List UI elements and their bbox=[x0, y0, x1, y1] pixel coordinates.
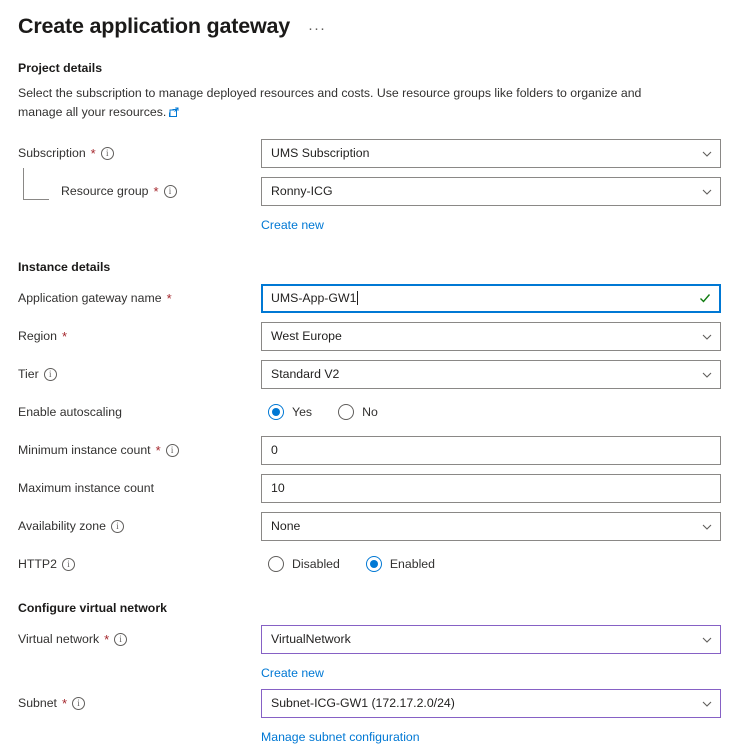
field-row-region bbox=[18, 321, 726, 351]
radio-dot-selected bbox=[366, 556, 382, 572]
chevron-down-icon bbox=[702, 369, 712, 379]
subscription-value: UMS Subscription bbox=[271, 146, 370, 161]
availability-zone-dropdown[interactable] bbox=[261, 512, 721, 541]
region-dropdown[interactable] bbox=[261, 322, 721, 351]
label-tier-text: Tier bbox=[18, 367, 39, 382]
label-min-instance-count bbox=[18, 443, 261, 457]
page-title: Create application gateway bbox=[18, 14, 291, 38]
required-asterisk: * bbox=[166, 290, 172, 306]
control-virtual-network bbox=[261, 625, 721, 654]
gateway-name-input[interactable] bbox=[261, 284, 721, 313]
label-gateway-name-text: Application gateway name bbox=[18, 291, 162, 306]
min-instance-count-value: 0 bbox=[271, 443, 278, 458]
required-asterisk: * bbox=[61, 328, 68, 344]
subnet-value: Subnet-ICG-GW1 (172.17.2.0/24) bbox=[271, 696, 455, 711]
gateway-name-value: UMS-App-GW1 bbox=[271, 291, 357, 306]
radio-dot bbox=[338, 404, 354, 420]
resource-group-value: Ronny-ICG bbox=[271, 184, 333, 199]
subscription-dropdown[interactable] bbox=[261, 139, 721, 168]
radio-dot-selected bbox=[268, 404, 284, 420]
chevron-down-icon bbox=[702, 331, 712, 341]
field-row-tier bbox=[18, 359, 726, 389]
resource-group-dropdown[interactable] bbox=[261, 177, 721, 206]
field-row-subnet bbox=[18, 688, 726, 718]
required-asterisk: * bbox=[61, 695, 68, 711]
region-value: West Europe bbox=[271, 329, 342, 344]
label-subscription bbox=[18, 146, 261, 160]
max-instance-count-input[interactable] bbox=[261, 474, 721, 503]
link-row-create-new-resource-group bbox=[18, 214, 726, 234]
label-min-instance-count-text: Minimum instance count bbox=[18, 443, 151, 458]
control-autoscaling bbox=[261, 398, 721, 427]
radio-dot bbox=[268, 556, 284, 572]
more-options-button[interactable]: ··· bbox=[308, 20, 327, 37]
chevron-down-icon bbox=[702, 521, 712, 531]
field-row-subscription bbox=[18, 138, 726, 168]
external-link-icon[interactable] bbox=[169, 107, 179, 117]
section-heading-project-details: Project details bbox=[18, 61, 103, 75]
info-icon-subscription[interactable]: i bbox=[101, 147, 114, 160]
info-icon-min-instance-count[interactable]: i bbox=[166, 444, 179, 457]
field-row-virtual-network bbox=[18, 624, 726, 654]
label-autoscaling-text: Enable autoscaling bbox=[18, 405, 122, 420]
section-heading-virtual-network: Configure virtual network bbox=[18, 601, 167, 616]
virtual-network-value: VirtualNetwork bbox=[271, 632, 351, 647]
label-max-instance-count bbox=[18, 481, 261, 495]
spacer bbox=[18, 662, 261, 682]
validation-check-icon bbox=[699, 292, 711, 304]
required-asterisk: * bbox=[153, 183, 159, 199]
autoscaling-radio-group bbox=[261, 398, 721, 427]
chevron-down-icon bbox=[702, 186, 712, 196]
autoscaling-option-yes-label: Yes bbox=[292, 405, 313, 420]
control-resource-group bbox=[261, 177, 721, 206]
create-new-virtual-network-link[interactable]: Create new bbox=[261, 666, 324, 681]
max-instance-count-value: 10 bbox=[271, 481, 285, 496]
section-description-project-details bbox=[18, 84, 678, 122]
label-http2 bbox=[18, 557, 261, 571]
manage-subnet-configuration-link[interactable]: Manage subnet configuration bbox=[261, 730, 420, 745]
http2-option-disabled[interactable] bbox=[268, 556, 340, 572]
title-row bbox=[18, 14, 726, 39]
required-asterisk: * bbox=[155, 442, 161, 458]
virtual-network-dropdown[interactable] bbox=[261, 625, 721, 654]
label-tier bbox=[18, 367, 261, 381]
control-max-instance-count bbox=[261, 474, 721, 503]
label-subnet bbox=[18, 696, 261, 710]
info-icon-virtual-network[interactable]: i bbox=[114, 633, 127, 646]
autoscaling-option-no[interactable] bbox=[338, 404, 378, 420]
label-virtual-network bbox=[18, 632, 261, 646]
http2-option-enabled-label: Enabled bbox=[389, 557, 435, 572]
tier-value: Standard V2 bbox=[271, 367, 340, 382]
label-resource-group-text: Resource group bbox=[61, 184, 149, 199]
chevron-down-icon bbox=[702, 698, 712, 708]
info-icon-resource-group[interactable]: i bbox=[164, 185, 177, 198]
control-tier bbox=[261, 360, 721, 389]
control-availability-zone bbox=[261, 512, 721, 541]
label-virtual-network-text: Virtual network bbox=[18, 632, 100, 647]
label-autoscaling bbox=[18, 405, 261, 419]
chevron-down-icon bbox=[702, 634, 712, 644]
text-caret bbox=[357, 291, 358, 305]
info-icon-subnet[interactable]: i bbox=[72, 697, 85, 710]
label-gateway-name bbox=[18, 291, 261, 305]
autoscaling-option-no-label: No bbox=[362, 405, 378, 420]
info-icon-http2[interactable]: i bbox=[62, 558, 75, 571]
control-gateway-name bbox=[261, 284, 721, 313]
http2-option-disabled-label: Disabled bbox=[292, 557, 340, 572]
label-max-instance-count-text: Maximum instance count bbox=[18, 481, 155, 496]
control-subnet bbox=[261, 689, 721, 718]
link-row-manage-subnet bbox=[18, 726, 726, 746]
field-row-resource-group bbox=[18, 176, 726, 206]
control-subscription bbox=[261, 139, 721, 168]
spacer bbox=[18, 726, 261, 746]
http2-radio-group bbox=[261, 550, 721, 579]
create-new-resource-group-link[interactable]: Create new bbox=[261, 218, 324, 233]
field-row-autoscaling bbox=[18, 397, 726, 427]
link-row-create-new-virtual-network bbox=[18, 662, 726, 682]
label-region bbox=[18, 329, 261, 343]
availability-zone-value: None bbox=[271, 519, 301, 534]
field-row-max-instance-count bbox=[18, 473, 726, 503]
label-subnet-text: Subnet bbox=[18, 696, 57, 711]
info-icon-tier[interactable]: i bbox=[44, 368, 57, 381]
required-asterisk: * bbox=[90, 145, 96, 161]
section-heading-instance-details: Instance details bbox=[18, 260, 111, 275]
autoscaling-option-yes[interactable] bbox=[268, 404, 312, 420]
label-availability-zone bbox=[18, 519, 261, 533]
required-asterisk: * bbox=[104, 631, 110, 647]
section-description-text: Select the subscription to manage deployed resources and costs. Use resource groups like folders to organize and manage all your resources. bbox=[18, 86, 642, 120]
field-row-min-instance-count bbox=[18, 435, 726, 465]
label-region-text: Region bbox=[18, 329, 57, 344]
http2-option-enabled[interactable] bbox=[366, 556, 435, 572]
control-min-instance-count bbox=[261, 436, 721, 465]
field-row-availability-zone bbox=[18, 511, 726, 541]
control-http2 bbox=[261, 550, 721, 579]
field-row-http2 bbox=[18, 549, 726, 579]
min-instance-count-input[interactable] bbox=[261, 436, 721, 465]
label-http2-text: HTTP2 bbox=[18, 557, 57, 572]
chevron-down-icon bbox=[702, 148, 712, 158]
label-resource-group bbox=[18, 184, 261, 198]
label-availability-zone-text: Availability zone bbox=[18, 519, 106, 534]
label-subscription-text: Subscription bbox=[18, 146, 86, 161]
tier-dropdown[interactable] bbox=[261, 360, 721, 389]
subnet-dropdown[interactable] bbox=[261, 689, 721, 718]
info-icon-availability-zone[interactable]: i bbox=[111, 520, 124, 533]
field-row-gateway-name bbox=[18, 283, 726, 313]
control-region bbox=[261, 322, 721, 351]
spacer bbox=[18, 214, 261, 234]
